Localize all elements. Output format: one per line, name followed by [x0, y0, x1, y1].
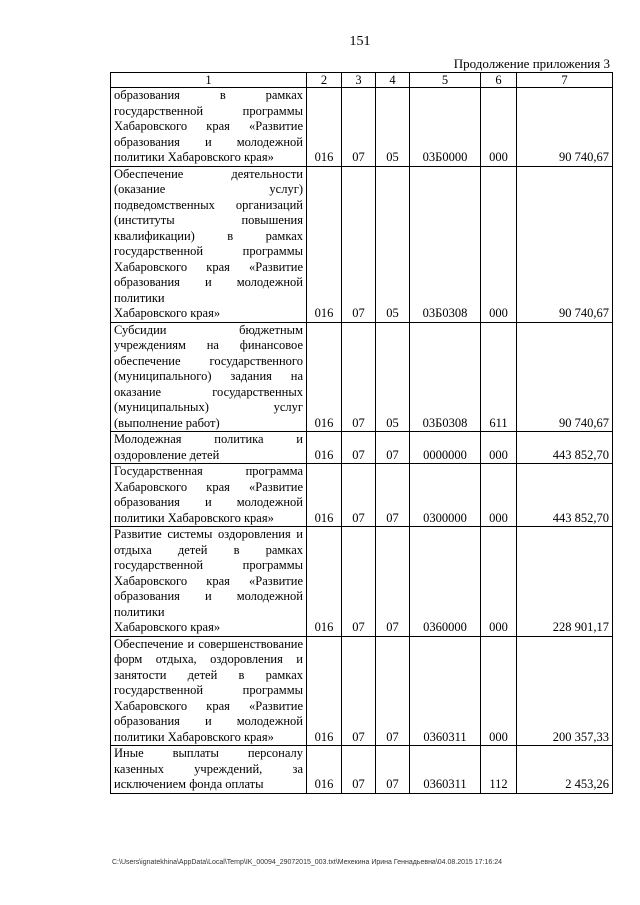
header-cell: 1 — [111, 73, 307, 88]
continuation-label: Продолжение приложения 3 — [453, 56, 610, 71]
row-name: Иные выплаты персоналу казенных учреждений, за исключением фонда оплаты — [111, 746, 307, 794]
cell-csr: 0360311 — [410, 746, 481, 794]
header-cell: 6 — [481, 73, 517, 88]
cell-ved: 016 — [307, 432, 342, 464]
header-cell: 7 — [517, 73, 613, 88]
cell-pr: 05 — [376, 322, 410, 432]
table-row — [111, 88, 613, 167]
table-row — [111, 432, 613, 464]
cell-ved: 016 — [307, 166, 342, 322]
header-cell: 3 — [342, 73, 376, 88]
cell-vr: 000 — [481, 166, 517, 322]
cell-amount: 443 852,70 — [517, 464, 613, 527]
cell-ved: 016 — [307, 322, 342, 432]
cell-ved: 016 — [307, 88, 342, 167]
cell-pr: 05 — [376, 166, 410, 322]
header-cell: 2 — [307, 73, 342, 88]
cell-amount: 443 852,70 — [517, 432, 613, 464]
table-row — [111, 636, 613, 746]
cell-rz: 07 — [342, 432, 376, 464]
table-row — [111, 322, 613, 432]
cell-vr: 000 — [481, 432, 517, 464]
table-row — [111, 464, 613, 527]
cell-rz: 07 — [342, 746, 376, 794]
cell-rz: 07 — [342, 322, 376, 432]
cell-vr: 112 — [481, 746, 517, 794]
cell-amount: 90 740,67 — [517, 88, 613, 167]
cell-pr: 07 — [376, 464, 410, 527]
cell-vr: 000 — [481, 88, 517, 167]
row-name: Государственная программа Хабаровского края «Развитие образования и молодежной политики Хабаровского края» — [111, 464, 307, 527]
cell-rz: 07 — [342, 88, 376, 167]
cell-ved: 016 — [307, 464, 342, 527]
row-name: Обеспечение и совершенствование форм отдыха, оздоровления и занятости детей в рамках государственной программы Хабаровского края «Развитие образования и молодежной политики Хабаровского края» — [111, 636, 307, 746]
table-row — [111, 527, 613, 637]
cell-vr: 000 — [481, 464, 517, 527]
table-row — [111, 166, 613, 322]
cell-rz: 07 — [342, 636, 376, 746]
cell-csr: 0000000 — [410, 432, 481, 464]
cell-csr: 0360311 — [410, 636, 481, 746]
cell-amount: 90 740,67 — [517, 322, 613, 432]
budget-table — [110, 72, 613, 794]
cell-amount: 2 453,26 — [517, 746, 613, 794]
cell-pr: 05 — [376, 88, 410, 167]
file-path-footer: C:\Users\ignatekhina\AppData\Local\Temp\IK_00094_29072015_003.txt\Мехекина Ирина Геннадьевна\04.08.2015 17:16:24 — [112, 859, 503, 866]
row-name: Молодежная политика и оздоровление детей — [111, 432, 307, 464]
cell-rz: 07 — [342, 464, 376, 527]
row-name: образования в рамках государственной программы Хабаровского края «Развитие образования и молодежной политики Хабаровского края» — [111, 88, 307, 167]
row-name: Обеспечение деятельности (оказание услуг) подведомственных организаций (институты повышения квалификации) в рамках государственной программы Хабаровского края «Развитие образования и молодежной политики Хабаровского края» — [111, 166, 307, 322]
cell-csr: 0300000 — [410, 464, 481, 527]
row-name: Субсидии бюджетным учреждениям на финансовое обеспечение государственного (муниципального) задания на оказание государственных (муниципальных) услуг (выполнение работ) — [111, 322, 307, 432]
cell-ved: 016 — [307, 527, 342, 637]
cell-rz: 07 — [342, 527, 376, 637]
cell-vr: 611 — [481, 322, 517, 432]
cell-vr: 000 — [481, 527, 517, 637]
cell-ved: 016 — [307, 636, 342, 746]
cell-amount: 228 901,17 — [517, 527, 613, 637]
cell-amount: 90 740,67 — [517, 166, 613, 322]
cell-amount: 200 357,33 — [517, 636, 613, 746]
header-row — [111, 73, 613, 88]
cell-csr: 03Б0308 — [410, 166, 481, 322]
cell-pr: 07 — [376, 432, 410, 464]
cell-csr: 03Б0000 — [410, 88, 481, 167]
row-name: Развитие системы оздоровления и отдыха детей в рамках государственной программы Хабаровского края «Развитие образования и молодежной политики Хабаровского края» — [111, 527, 307, 637]
cell-ved: 016 — [307, 746, 342, 794]
page-number: 151 — [349, 34, 371, 49]
cell-pr: 07 — [376, 636, 410, 746]
cell-pr: 07 — [376, 746, 410, 794]
cell-vr: 000 — [481, 636, 517, 746]
header-cell: 4 — [376, 73, 410, 88]
cell-pr: 07 — [376, 527, 410, 637]
cell-csr: 0360000 — [410, 527, 481, 637]
cell-csr: 03Б0308 — [410, 322, 481, 432]
cell-rz: 07 — [342, 166, 376, 322]
header-cell: 5 — [410, 73, 481, 88]
table-row — [111, 746, 613, 794]
